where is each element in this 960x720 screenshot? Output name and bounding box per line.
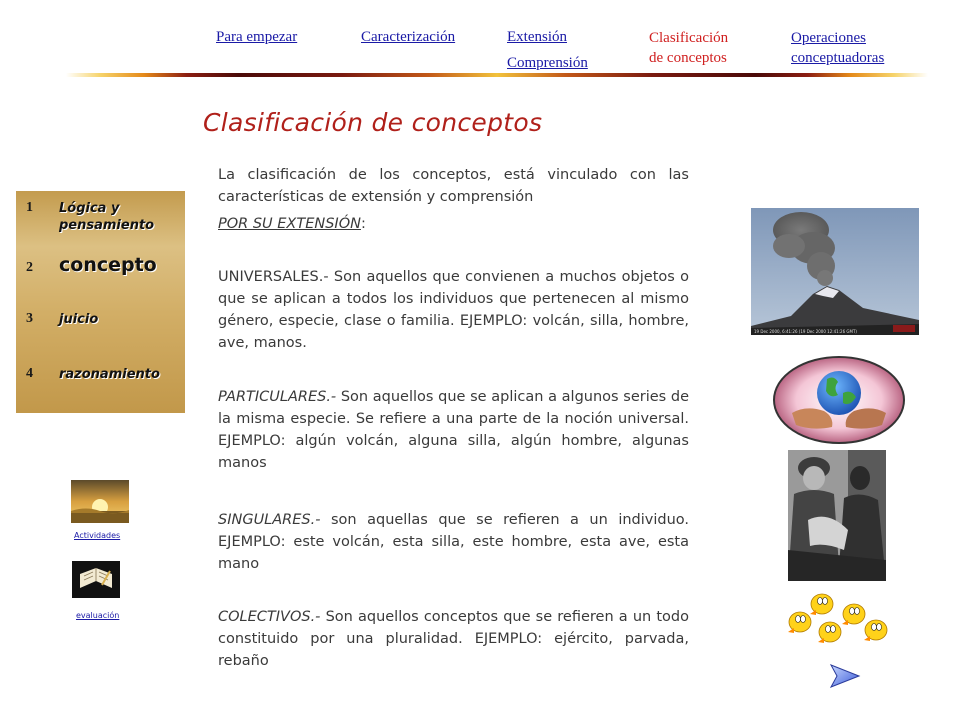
evaluacion-link[interactable]: evaluación bbox=[76, 611, 120, 620]
birds-image bbox=[780, 590, 900, 658]
menu-item-label-line2: pensamiento bbox=[59, 218, 155, 233]
menu-item-number: 4 bbox=[26, 366, 33, 381]
volcano-caption: 19 Dec 2000, 6:41:26 (19 Dec 2000 12:41:26 GMT) bbox=[754, 329, 857, 334]
actividades-thumbnail[interactable] bbox=[71, 480, 129, 523]
header-divider bbox=[66, 73, 928, 77]
menu-item-number: 2 bbox=[26, 260, 33, 275]
menu-item-label-line1: Lógica y bbox=[59, 201, 120, 216]
nav-clasificacion-line2: de conceptos bbox=[649, 50, 727, 66]
nav-caracterizacion-link[interactable]: Caracterización bbox=[361, 29, 456, 45]
actividades-link[interactable]: Actividades bbox=[74, 531, 121, 540]
topic-menu bbox=[16, 191, 185, 413]
nav-clasificacion-current bbox=[649, 28, 728, 68]
nav-operaciones-line2: conceptuadoras bbox=[791, 50, 885, 66]
colectivos-paragraph bbox=[218, 606, 689, 672]
singulares-term: SINGULARES.- bbox=[218, 512, 321, 528]
volcano-image bbox=[751, 208, 919, 335]
singulares-paragraph bbox=[218, 509, 689, 575]
nav-comprension-link[interactable]: Comprensión bbox=[507, 55, 588, 71]
menu-item-label bbox=[59, 200, 154, 234]
menu-item-label: razonamiento bbox=[59, 367, 160, 382]
nav-operaciones-line1: Operaciones bbox=[791, 30, 866, 46]
globe-hands-image bbox=[772, 355, 906, 445]
menu-item-number: 1 bbox=[26, 200, 33, 215]
particulares-term: PARTICULARES.- bbox=[218, 389, 337, 405]
nav-para-empezar-link[interactable]: Para empezar bbox=[216, 29, 298, 45]
nav-clasificacion-line1: Clasificación bbox=[649, 30, 729, 46]
nav-extension-link[interactable]: Extensión bbox=[507, 29, 567, 45]
menu-item-label: concepto bbox=[59, 254, 157, 276]
extension-heading bbox=[218, 213, 689, 235]
universales-paragraph bbox=[218, 266, 689, 354]
singulares-text: son aquellas que se refieren a un individuo. EJEMPLO: este volcán, esta silla, este hombre, esta ave, esta mano bbox=[218, 512, 689, 572]
particulares-text: Son aquellos que se aplican a algunos series de la misma especie. Se refiere a una parte de la noción universal. EJEMPLO: algún volcán, alguna silla, algún hombre, algunas manos bbox=[218, 389, 689, 471]
universales-text: Son aquellos que convienen a muchos objetos o que se aplican a todos los individuos que pertenecen al mismo género, especie, clase o familia. EJEMPLO: volcán, silla, hombre, ave, manos. bbox=[218, 269, 689, 351]
extension-heading-label: POR SU EXTENSIÓN bbox=[218, 216, 361, 232]
soldiers-image bbox=[788, 450, 886, 581]
evaluacion-thumbnail[interactable] bbox=[72, 561, 120, 598]
next-arrow-icon[interactable] bbox=[828, 662, 862, 690]
colectivos-term: COLECTIVOS.- bbox=[218, 609, 321, 625]
universales-term: UNIVERSALES.- bbox=[218, 269, 329, 285]
page-title: Clasificación de conceptos bbox=[203, 108, 543, 137]
menu-item-number: 3 bbox=[26, 311, 33, 326]
extension-heading-colon: : bbox=[360, 216, 366, 232]
intro-paragraph: La clasificación de los conceptos, está vinculado con las características de extensión y comprensión bbox=[218, 167, 689, 205]
colectivos-text: Son aquellos conceptos que se refieren a un todo constituido por una pluralidad. EJEMPLO: ejército, parvada, rebaño bbox=[218, 609, 689, 669]
particulares-paragraph bbox=[218, 386, 689, 474]
nav-operaciones-link[interactable] bbox=[791, 28, 884, 68]
menu-item-label: juicio bbox=[59, 312, 99, 327]
